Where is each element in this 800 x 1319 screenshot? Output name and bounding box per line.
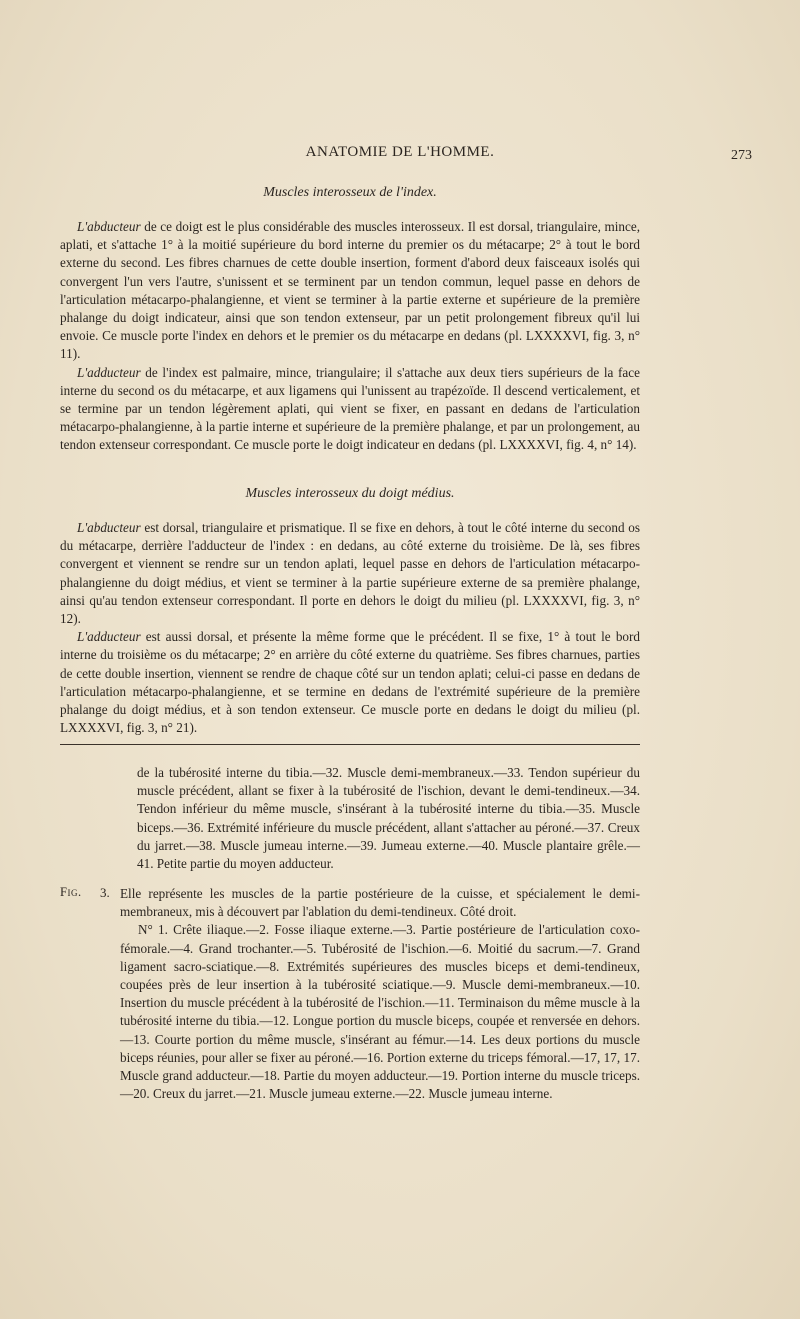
running-title: ANATOMIE DE L'HOMME. bbox=[305, 144, 495, 160]
paragraph-lead: L'adducteur bbox=[77, 629, 141, 645]
paragraph-lead: L'abducteur bbox=[77, 219, 141, 234]
paragraph-lead: L'adducteur bbox=[77, 364, 141, 380]
figure-label: Fig. bbox=[60, 885, 82, 899]
figure-legend: N° 1. Crête iliaque.—2. Fosse iliaque externe.—3. Partie postérieure de l'articulation coxo-fémorale.—4. Grand trochanter.—5. Tubérosité de l'ischion.—6. Moitié du sacrum.—7. Grand ligament sacro-sciatique.—8. Extrémités supérieures des muscles biceps et demi-tendineux, coupées près de leur insertion à la tubérosité sciatique.—9. Muscle demi-membraneux.—10. Insertion du muscle précédent à la tubérosité de l'ischion.—11. Terminaison du même muscle à la tubérosité interne du tibia.—12. Longue portion du muscle biceps, coupée et renversée en dehors.—13. Courte portion du même muscle, s'insérant au fémur.—14. Les deux portions du muscle biceps réunies, pour aller se fixer au péroné.—16. Portion externe du triceps fémoral.—17, 17, 17. Muscle grand adducteur.—18. Partie du moyen adducteur.—19. Portion interne du muscle triceps.—20. Creux du jarret.—21. Muscle jumeau externe.—22. Muscle jumeau interne. bbox=[120, 922, 640, 1102]
paragraph-abducteur-index bbox=[60, 218, 640, 364]
paragraph-adducteur-index bbox=[60, 364, 640, 455]
section-title: Muscles interosseux de l'index. bbox=[263, 185, 437, 200]
paragraph-adducteur-medius bbox=[60, 628, 640, 737]
page-header bbox=[60, 144, 752, 166]
figure-note bbox=[60, 885, 640, 1103]
paragraph-abducteur-medius bbox=[60, 519, 640, 628]
paragraph-text: est dorsal, triangulaire et prismatique. Il se fixe en dehors, à tout le côté interne du second os du métacarpe, derrière l'adducteur de l'index : en dedans, au côté externe du troisième. De là, ses fibres convergent et viennent se rendre sur un tendon aplati, lequel passe en dehors de l'articulation métacarpo-phalangienne du doigt médius, et vient se terminer à la partie supérieure externe de sa première phalange, ainsi qu'au tendon extenseur correspondant. Il porte en dehors le doigt du milieu (pl. LXXXXVI, fig. 3, n° 12). bbox=[60, 520, 640, 627]
notes-continued bbox=[137, 764, 640, 873]
footnote-divider bbox=[60, 744, 640, 745]
figure-description: Elle représente les muscles de la partie postérieure de la cuisse, et spécialement le demi-membraneux, mis à découvert par l'ablation du demi-tendineux. Côté droit. bbox=[120, 886, 640, 920]
figure-number: 3. bbox=[100, 885, 110, 900]
notes-continued-text: de la tubérosité interne du tibia.—32. Muscle demi-membraneux.—33. Tendon supérieur du muscle précédent, allant se fixer à la tubérosité de l'ischion, devant le demi-tendineux.—34. Tendon inférieur du même muscle, s'insérant à la tubérosité interne du tibia.—35. Muscle biceps.—36. Extrémité inférieure du muscle précédent, allant s'attacher au péroné.—37. Creux du jarret.—38. Muscle jumeau interne.—39. Jumeau externe.—40. Muscle plantaire grêle.—41. Petite partie du moyen adducteur. bbox=[137, 765, 640, 872]
figure-text bbox=[120, 885, 640, 1103]
section-interosseux-index bbox=[60, 185, 640, 455]
paragraph-text: de l'index est palmaire, mince, triangulaire; il s'attache aux deux tiers supérieurs de la face interne du second os du métacarpe, et aux ligamens qui l'unissent au trapézoïde. Il descend verticalement, et se termine par un tendon légèrement aplati, qui vient se fixer, en passant en dedans de l'articulation métacarpo-phalangienne, à la partie interne et supérieure de la première phalange, et par un prolongement, au tendon extenseur correspondant. Ce muscle porte le doigt indicateur en dedans (pl. LXXXXVI, fig. 4, n° 14). bbox=[60, 364, 640, 453]
section-interosseux-medius bbox=[60, 486, 640, 737]
paragraph-lead: L'abducteur bbox=[77, 520, 141, 535]
paragraph-text: de ce doigt est le plus considérable des muscles interosseux. Il est dorsal, triangulaire, mince, aplati, et s'attache 1° à la moitié supérieure du bord interne du premier os du métacarpe; 2° à tout le bord externe du second. Les fibres charnues de cette double insertion, forment d'abord deux faisceaux isolés qui convergent l'un vers l'autre, s'unissent et se terminent par un tendon commun, lequel passe en dehors de l'articulation métacarpo-phalangienne, et vient se terminer à la partie externe et supérieure de la première phalange du doigt indicateur, ainsi que son tendon extenseur, par un petit prolongement fibreux qu'il lui envoie. Ce muscle porte l'index en dehors et le premier os du métacarpe en dedans (pl. LXXXXVI, fig. 3, n° 11). bbox=[60, 219, 640, 362]
section-title: Muscles interosseux du doigt médius. bbox=[245, 486, 455, 501]
page-number: 273 bbox=[731, 148, 752, 163]
paragraph-text: est aussi dorsal, et présente la même forme que le précédent. Il se fixe, 1° à tout le bord interne du troisième os du métacarpe; 2° en arrière du côté externe du quatrième. Ses fibres charnues, parties de cette double insertion, viennent se rendre de chaque côté sur un tendon aplati; celui-ci passe en dedans de l'articulation métacarpo-phalangienne, et se termine en dedans de l'extrémité supérieure de la première phalange du doigt médius, et à son tendon extenseur. Ce muscle porte en dedans le doigt du milieu (pl. LXXXXVI, fig. 3, n° 21). bbox=[60, 629, 640, 736]
